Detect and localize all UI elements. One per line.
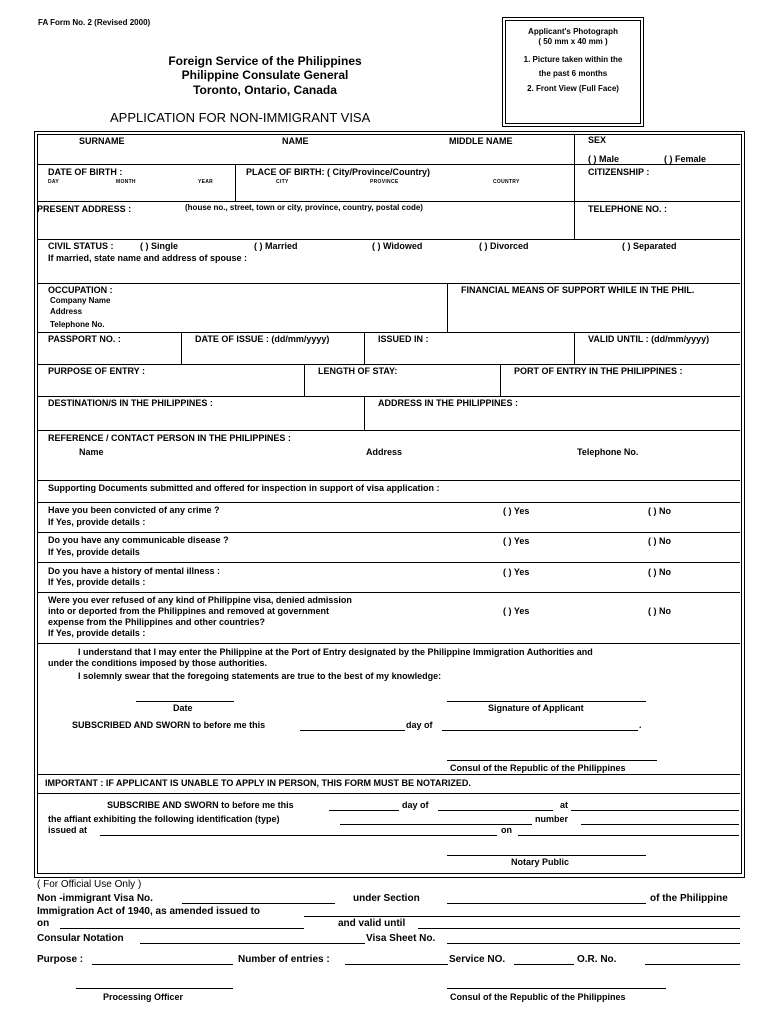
notary-month-line[interactable] — [438, 810, 553, 811]
surname-label: SURNAME — [79, 136, 125, 146]
occupation-label: OCCUPATION : — [48, 285, 113, 295]
notary-day-line[interactable] — [329, 810, 399, 811]
rule — [500, 364, 501, 396]
notary-line-1c: at — [560, 800, 569, 810]
dob-year: YEAR — [198, 179, 214, 185]
photo-rule-1a: 1. Picture taken within the — [523, 55, 623, 64]
destination-label: DESTINATION/S IN THE PHILIPPINES : — [48, 398, 213, 408]
rule — [37, 201, 740, 202]
photo-title: Applicant's Photograph — [528, 27, 618, 36]
question-refused-2: into or deported from the Philippines and removed at government — [48, 606, 330, 616]
civil-single-option[interactable]: ( ) Single — [140, 241, 178, 251]
company-telephone-label: Telephone No. — [50, 320, 105, 329]
refused-no-option[interactable]: ( ) No — [648, 606, 671, 616]
crime-no-option[interactable]: ( ) No — [648, 506, 671, 516]
official-on-line[interactable] — [60, 928, 304, 929]
rule — [37, 793, 740, 794]
official-service-line[interactable] — [514, 964, 574, 965]
rule — [37, 480, 740, 481]
sex-female-option[interactable]: ( ) Female — [664, 154, 707, 164]
notary-issued-at-line[interactable] — [100, 835, 497, 836]
sworn-month-line[interactable] — [442, 730, 638, 731]
civil-separated-option[interactable]: ( ) Separated — [622, 241, 677, 251]
address-hint: (house no., street, town or city, province, country, postal code) — [185, 203, 423, 212]
official-valid-until-line[interactable] — [418, 928, 740, 929]
official-service-label: Service NO. — [449, 954, 506, 965]
official-of-the-label: of the Philippine — [650, 893, 728, 904]
crime-yes-option[interactable]: ( ) Yes — [503, 506, 530, 516]
official-visa-sheet-line[interactable] — [447, 943, 740, 944]
port-of-entry-label: PORT OF ENTRY IN THE PHILIPPINES : — [514, 366, 683, 376]
rule — [37, 774, 740, 775]
rule — [304, 364, 305, 396]
official-use-heading: ( For Official Use Only ) — [37, 879, 142, 890]
official-issued-to-line[interactable] — [304, 916, 740, 917]
reference-telephone-label: Telephone No. — [577, 447, 639, 457]
pob-city: CITY — [276, 179, 289, 185]
rule — [37, 532, 740, 533]
dob-label: DATE OF BIRTH : — [48, 167, 123, 177]
civil-married-option[interactable]: ( ) Married — [254, 241, 298, 251]
disease-yes-option[interactable]: ( ) Yes — [503, 536, 530, 546]
question-crime-details: If Yes, provide details : — [48, 517, 146, 527]
reference-name-label: Name — [79, 447, 104, 457]
official-consul-label: Consul of the Republic of the Philippines — [450, 992, 626, 1002]
sex-label: SEX — [588, 135, 607, 145]
question-mental-details: If Yes, provide details : — [48, 577, 146, 587]
official-purpose-line[interactable] — [92, 964, 233, 965]
signature-label: Signature of Applicant — [488, 703, 584, 713]
official-consul-line[interactable] — [447, 988, 666, 989]
declaration-line-3: I solemnly swear that the foregoing statements are true to the best of my knowledge: — [78, 671, 442, 681]
company-name-label: Company Name — [50, 296, 111, 305]
notary-signature-line[interactable] — [447, 855, 646, 856]
rule — [364, 396, 365, 430]
rule — [37, 430, 740, 431]
question-disease: Do you have any communicable disease ? — [48, 535, 229, 545]
consul-signature-line[interactable] — [447, 760, 657, 761]
financial-means-label: FINANCIAL MEANS OF SUPPORT WHILE IN THE PHIL. — [461, 285, 695, 295]
official-or-label: O.R. No. — [577, 954, 617, 965]
notary-at-line[interactable] — [571, 810, 739, 811]
civil-status-label: CIVIL STATUS : — [48, 241, 114, 251]
purpose-label: PURPOSE OF ENTRY : — [48, 366, 146, 376]
consul-label: Consul of the Republic of the Philippines — [450, 763, 626, 773]
notary-line-1a: SUBSCRIBE AND SWORN to before me this — [107, 800, 294, 810]
photo-rule-2: 2. Front View (Full Face) — [527, 84, 619, 93]
form-number: FA Form No. 2 (Revised 2000) — [38, 18, 151, 27]
notary-number-line[interactable] — [581, 824, 739, 825]
official-entries-label: Number of entries : — [238, 954, 330, 965]
telephone-label: TELEPHONE NO. : — [588, 204, 668, 214]
reference-address-label: Address — [366, 447, 403, 457]
pob-country: COUNTRY — [493, 179, 520, 185]
pob-province: PROVINCE — [370, 179, 399, 185]
page-title: APPLICATION FOR NON-IMMIGRANT VISA — [110, 110, 371, 125]
notary-line-3b: on — [501, 825, 512, 835]
spouse-label: If married, state name and address of spouse : — [48, 253, 248, 263]
official-on-label: on — [37, 918, 50, 929]
rule — [37, 562, 740, 563]
processing-officer-line[interactable] — [76, 988, 233, 989]
date-of-issue-label: DATE OF ISSUE : (dd/mm/yyyy) — [195, 334, 330, 344]
sworn-label-b: day of — [406, 720, 433, 730]
notary-line-2b: number — [535, 814, 569, 824]
rule — [37, 643, 740, 644]
processing-officer-label: Processing Officer — [103, 992, 184, 1002]
declaration-line-1: I understand that I may enter the Philippine at the Port of Entry designated by the Philippine Immigration Authorities and — [78, 647, 593, 657]
rule — [37, 396, 740, 397]
pob-label: PLACE OF BIRTH: ( City/Province/Country) — [246, 167, 431, 177]
rule — [574, 332, 575, 364]
address-ph-label: ADDRESS IN THE PHILIPPINES : — [378, 398, 519, 408]
official-visa-no-line[interactable] — [182, 903, 335, 904]
rule — [574, 134, 575, 201]
official-visa-sheet-label: Visa Sheet No. — [366, 933, 436, 944]
rule — [37, 592, 740, 593]
rule — [37, 283, 740, 284]
question-crime: Have you been convicted of any crime ? — [48, 505, 220, 515]
rule — [181, 332, 182, 364]
official-purpose-label: Purpose : — [37, 954, 84, 965]
question-mental: Do you have a history of mental illness : — [48, 566, 221, 576]
notary-public-label: Notary Public — [511, 857, 570, 867]
official-visa-no-label: Non -immigrant Visa No. — [37, 893, 153, 904]
official-or-line[interactable] — [645, 964, 740, 965]
notary-on-line[interactable] — [518, 835, 739, 836]
civil-widowed-option[interactable]: ( ) Widowed — [372, 241, 423, 251]
rule — [37, 164, 740, 165]
rule — [235, 164, 236, 201]
dob-month: MONTH — [116, 179, 136, 185]
notary-line-2a: the affiant exhibiting the following identification (type) — [48, 814, 280, 824]
company-address-label: Address — [50, 307, 83, 316]
middle-name-label: MIDDLE NAME — [449, 136, 513, 146]
mental-yes-option[interactable]: ( ) Yes — [503, 567, 530, 577]
notary-line-1b: day of — [402, 800, 429, 810]
question-refused-1: Were you ever refused of any kind of Philippine visa, denied admission — [48, 595, 352, 605]
refused-yes-option[interactable]: ( ) Yes — [503, 606, 530, 616]
dob-day: DAY — [48, 179, 59, 185]
name-label: NAME — [282, 136, 309, 146]
disease-no-option[interactable]: ( ) No — [648, 536, 671, 546]
signature-line[interactable] — [447, 701, 646, 702]
rule — [447, 283, 448, 332]
date-label: Date — [173, 703, 193, 713]
present-address-label: PRESENT ADDRESS : — [37, 204, 132, 214]
question-refused-details: If Yes, provide details : — [48, 628, 146, 638]
official-consular-line[interactable] — [140, 943, 365, 944]
rule — [37, 239, 740, 240]
rule — [364, 332, 365, 364]
header-line-3: Toronto, Ontario, Canada — [193, 83, 337, 97]
photo-size: ( 50 mm x 40 mm ) — [538, 37, 608, 46]
notary-line-3a: issued at — [48, 825, 88, 835]
valid-until-label: VALID UNTIL : (dd/mm/yyyy) — [588, 334, 710, 344]
sworn-day-line[interactable] — [300, 730, 405, 731]
header-line-2: Philippine Consulate General — [181, 68, 349, 82]
official-section-label: under Section — [353, 893, 420, 904]
official-valid-until-label: and valid until — [338, 918, 406, 929]
mental-no-option[interactable]: ( ) No — [648, 567, 671, 577]
question-disease-details: If Yes, provide details — [48, 547, 140, 557]
reference-label: REFERENCE / CONTACT PERSON IN THE PHILIPPINES : — [48, 433, 291, 443]
photo-inner-frame — [505, 20, 641, 124]
citizenship-label: CITIZENSHIP : — [588, 167, 650, 177]
rule — [37, 364, 740, 365]
civil-divorced-option[interactable]: ( ) Divorced — [479, 241, 529, 251]
question-refused-3: expense from the Philippines and other countries? — [48, 617, 266, 627]
header-line-1: Foreign Service of the Philippines — [168, 54, 362, 68]
official-consular-label: Consular Notation — [37, 933, 124, 944]
sworn-label-a: SUBSCRIBED AND SWORN to before me this — [72, 720, 266, 730]
photo-rule-1b: the past 6 months — [538, 69, 608, 78]
declaration-line-2: under the conditions imposed by those authorities. — [48, 658, 268, 668]
passport-label: PASSPORT NO. : — [48, 334, 121, 344]
supporting-docs-label: Supporting Documents submitted and offered for inspection in support of visa application : — [48, 483, 440, 493]
rule — [37, 332, 740, 333]
official-entries-line[interactable] — [345, 964, 448, 965]
date-line[interactable] — [136, 701, 234, 702]
important-notice: IMPORTANT : IF APPLICANT IS UNABLE TO APPLY IN PERSON, THIS FORM MUST BE NOTARIZED. — [45, 778, 471, 788]
length-of-stay-label: LENGTH OF STAY: — [318, 366, 398, 376]
rule — [37, 502, 740, 503]
photo-box[interactable] — [502, 17, 644, 127]
official-section-line[interactable] — [447, 903, 646, 904]
issued-in-label: ISSUED IN : — [378, 334, 429, 344]
sworn-dot: . — [639, 720, 642, 730]
sex-male-option[interactable]: ( ) Male — [588, 154, 620, 164]
rule — [574, 201, 575, 239]
official-act-label: Immigration Act of 1940, as amended issued to — [37, 906, 261, 917]
